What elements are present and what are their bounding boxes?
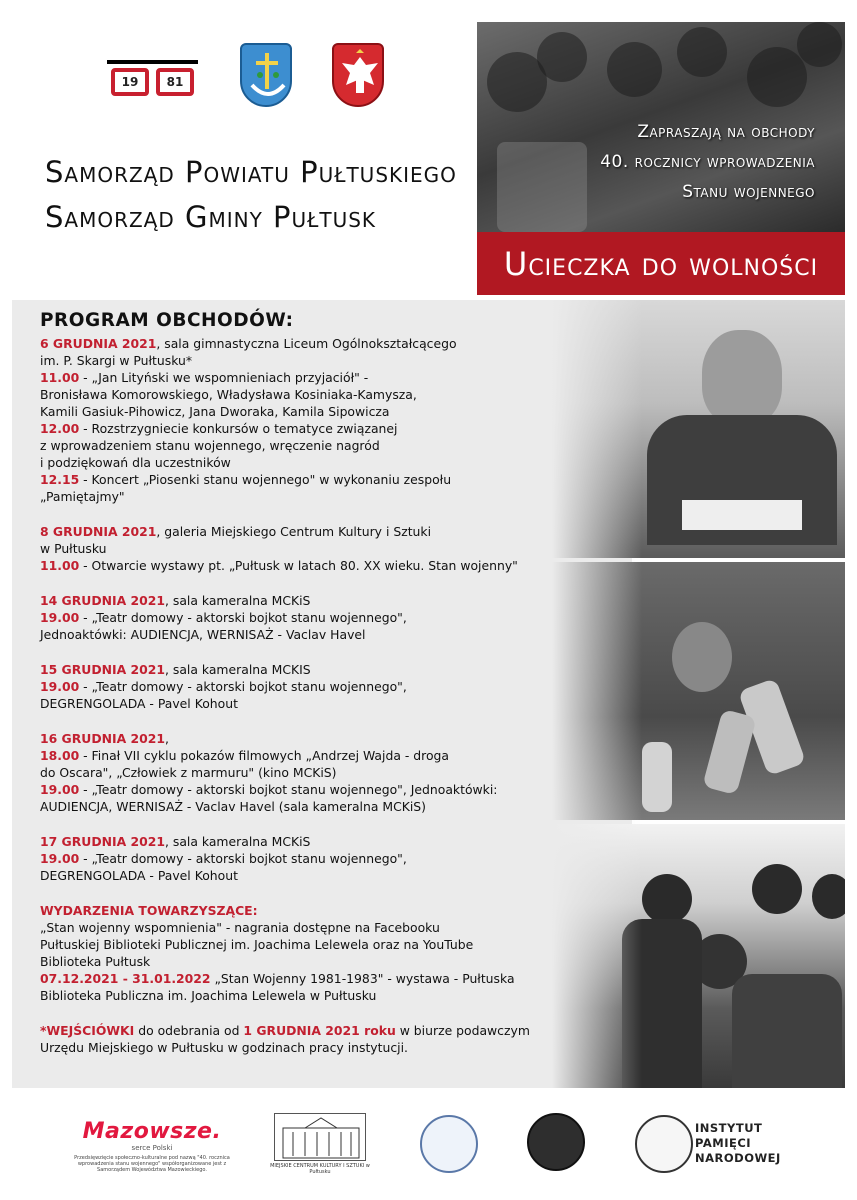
organizer-municipality: Samorząd Gminy Pułtusk <box>45 200 377 234</box>
program-title: PROGRAM OBCHODÓW: <box>40 310 294 331</box>
tickets-note: *WEJŚCIÓWKI do odebrania od 1 GRUDNIA 2021 roku w biurze podawczym Urzędu Miejskiego w Pułtusku w godzinach pracy instytucji. <box>40 1023 530 1055</box>
logo-1981-glasses <box>105 50 200 100</box>
invitation-text: Zapraszają na obchody 40. rocznicy wprowadzenia Stanu wojennego <box>600 122 815 202</box>
program-day-dec14: 14 GRUDNIA 2021, sala kameralna MCKiS 19.00 - „Teatr domowy - aktorski bojkot stanu wojennego", Jednoaktówki: AUDIENCJA, WERNISAŻ - Vaclav Havel <box>40 593 407 642</box>
ipn-name: INSTYTUT PAMIĘCI NARODOWEJ <box>695 1121 781 1165</box>
program-day-dec17: 17 GRUDNIA 2021, sala kameralna MCKiS 19.00 - „Teatr domowy - aktorski bojkot stanu wojennego", DEGRENGOLADA - Pavel Kohout <box>40 834 407 883</box>
program-day-dec6: 6 GRUDNIA 2021, sala gimnastyczna Liceum Ogólnokształcącego im. P. Skargi w Pułtusku* 11.00 - „Jan Lityński we wspomnieniach przyjaciół" - Bronisława Komorowskiego, Władysława Kosiniaka-Kamysza, Kamili Gasiuk-Pihowicz, Jana Dworaka, Kamila Sipowicza 12.00 - Rozstrzygniecie konkursów o tematyce związanej z wprowadzeniem stanu wojennego, wręczenie nagród i podziękowań dla uczestników 12.15 - Koncert „Piosenki stanu wojennego" w wykonaniu zespołu „Pamiętajmy" <box>40 336 457 504</box>
date-dec15: 15 GRUDNIA 2021 <box>40 662 165 677</box>
footer-sponsors <box>55 1105 835 1185</box>
side-events: WYDARZENIA TOWARZYSZĄCE: „Stan wojenny wspomnienia" - nagrania dostępne na Facebooku Pułtuskiej Biblioteki Publicznej im. Joachima Lelewela oraz na YouTube Biblioteka Pułtusk 07.12.2021 - 31.01.2022 „Stan Wojenny 1981-1983" - wystawa - Pułtuska Biblioteka Publiczna im. Joachima Lelewela w Pułtusku <box>40 902 560 1004</box>
date-dec17: 17 GRUDNIA 2021 <box>40 834 165 849</box>
mazovia-eagle-crest-icon <box>332 43 384 107</box>
library-lelewel-seal-icon <box>420 1115 478 1173</box>
header-logos <box>105 40 384 110</box>
side-events-heading: WYDARZENIA TOWARZYSZĄCE: <box>40 903 258 918</box>
pultusk-county-crest-icon <box>240 43 292 107</box>
program-day-dec8: 8 GRUDNIA 2021, galeria Miejskiego Centrum Kultury i Sztuki w Pułtusku 11.00 - Otwarcie wystawy pt. „Pułtusk w latach 80. XX wieku. Stan wojenny" <box>40 524 518 573</box>
date-dec16: 16 GRUDNIA 2021 <box>40 731 165 746</box>
mazowsze-logo: Mazowsze. serce Polski Przedsięwzięcie społeczno-kulturalne pod nazwą "40. rocznica wprowadzenia stanu wojennego" współorganizowane jest z Samorządem Województwa Mazowieckiego. <box>74 1119 230 1173</box>
logo-1981-right: 81 <box>156 68 194 96</box>
date-dec8: 8 GRUDNIA 2021 <box>40 524 157 539</box>
ipn-eagle-seal-icon <box>635 1115 693 1173</box>
program-day-dec16: 16 GRUDNIA 2021, 18.00 - Finał VII cyklu pokazów filmowych „Andrzej Wajda - droga do Oscara", „Człowiek z marmuru" (kino MCKiS) 19.00 - „Teatr domowy - aktorski bojkot stanu wojennego", Jednoaktówki: AUDIENCJA, WERNISAŻ - Vaclav Havel (sala kameralna MCKiS) <box>40 731 498 814</box>
side-photos <box>552 300 845 1088</box>
header-photo-riot-police <box>477 22 845 232</box>
mckis-logo: MIEJSKIE CENTRUM KULTURY I SZTUKI w Pułtusku <box>270 1113 370 1175</box>
organizers <box>45 150 457 240</box>
organizer-county: Samorząd Powiatu Pułtuskiego <box>45 155 457 189</box>
event-title-banner: Ucieczka do wolności <box>477 232 845 295</box>
program-day-dec15: 15 GRUDNIA 2021, sala kameralna MCKIS 19.00 - „Teatr domowy - aktorski bojkot stanu wojennego", DEGRENGOLADA - Pavel Kohout <box>40 662 407 711</box>
program-list <box>40 312 560 1074</box>
logo-1981-left: 19 <box>111 68 149 96</box>
date-dec14: 14 GRUDNIA 2021 <box>40 593 165 608</box>
mckis-building-icon <box>274 1113 366 1161</box>
date-dec6: 6 GRUDNIA 2021 <box>40 336 157 351</box>
organization-seal-icon <box>527 1113 585 1171</box>
